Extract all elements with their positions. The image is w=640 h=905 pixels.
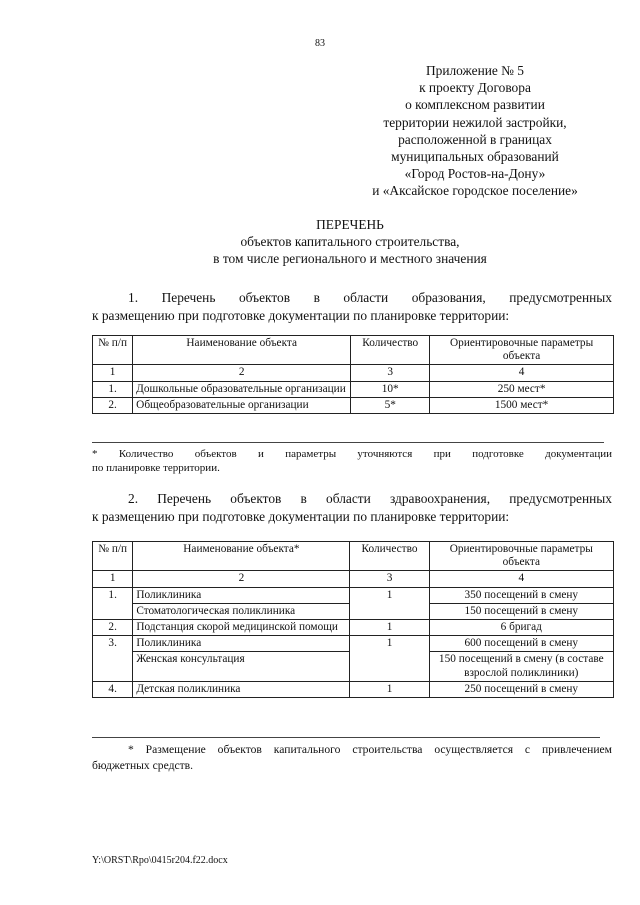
row-quantity: 1 (350, 620, 429, 636)
table-header-row (93, 336, 614, 365)
section1-heading-line1: 1. Перечень объектов в области образования, предусмотренных (128, 290, 612, 305)
table-row (93, 587, 614, 603)
header-cell-name: Наименование объекта* (133, 542, 350, 571)
row-number: 2. (93, 620, 133, 636)
header-cell-number: № п/п (93, 336, 133, 365)
appendix-line: расположенной в границах (398, 131, 552, 147)
section2-footnote (92, 742, 612, 774)
numbering-cell: 3 (350, 571, 429, 587)
appendix-line: Приложение № 5 (425, 63, 525, 78)
table-numbering-row (93, 571, 614, 587)
numbering-cell: 3 (351, 365, 430, 381)
numbering-cell: 1 (93, 571, 133, 587)
footnote-line2: по планировке территории. (92, 461, 220, 474)
section1-heading-line2: к размещению при подготовке документации по планировке территории: (92, 307, 510, 323)
table-row (93, 681, 614, 697)
row-params: 350 посещений в смену (429, 587, 613, 603)
row-number: 2. (93, 397, 133, 413)
section2-heading-line1: 2. Перечень объектов в области здравоохранения, предусмотренных (128, 491, 612, 506)
numbering-cell: 4 (430, 365, 614, 381)
row-name: Дошкольные образовательные организации (133, 381, 351, 397)
section2-heading-line2: к размещению при подготовке документации по планировке территории: (92, 508, 510, 524)
row-number: 4. (93, 681, 133, 697)
row-name: Стоматологическая поликлиника (133, 603, 350, 619)
header-cell-params: Ориентировочные параметры объекта (430, 336, 614, 365)
healthcare-table (92, 541, 614, 698)
row-name: Поликлиника (133, 587, 350, 603)
section1-footnote (92, 448, 612, 475)
row-name: Женская консультация (133, 652, 350, 681)
row-name: Общеобразовательные организации (133, 397, 351, 413)
row-params: 6 бригад (429, 620, 613, 636)
appendix-line: и «Аксайское городское поселение» (372, 183, 578, 199)
footnote-line1: * Размещение объектов капитального строительства осуществляется с привлечением (128, 743, 612, 756)
table-header-row (93, 542, 614, 571)
section1-heading (92, 289, 612, 324)
row-number: 1. (93, 587, 133, 619)
row-params: 150 посещений в смену (429, 603, 613, 619)
header-cell-quantity: Количество (350, 542, 429, 571)
appendix-line: к проекту Договора (419, 80, 531, 96)
title-line: объектов капитального строительства, (240, 234, 460, 250)
table-row (93, 636, 614, 652)
row-params: 250 посещений в смену (429, 681, 613, 697)
row-params: 250 мест* (430, 381, 614, 397)
footnote-line1: * Количество объектов и параметры уточняются при подготовке документации (92, 448, 612, 460)
header-cell-quantity: Количество (351, 336, 430, 365)
row-params: 150 посещений в смену (в составе взрослой поликлиники) (429, 652, 613, 681)
footnote-divider (92, 442, 604, 443)
title-main: ПЕРЕЧЕНЬ (316, 217, 384, 232)
table-row (93, 381, 614, 397)
appendix-header (350, 62, 600, 200)
education-table (92, 335, 614, 414)
row-quantity: 5* (351, 397, 430, 413)
footnote-divider (92, 737, 600, 738)
row-params: 1500 мест* (430, 397, 614, 413)
appendix-line: о комплексном развитии (405, 97, 545, 113)
row-name: Детская поликлиника (133, 681, 350, 697)
table-row (93, 397, 614, 413)
row-quantity: 10* (351, 381, 430, 397)
row-quantity: 1 (350, 587, 429, 619)
row-params: 600 посещений в смену (429, 636, 613, 652)
page-number: 83 (315, 38, 325, 49)
row-number: 1. (93, 381, 133, 397)
document-title (90, 216, 610, 268)
row-number: 3. (93, 636, 133, 682)
section2-heading (92, 490, 612, 525)
numbering-cell: 1 (93, 365, 133, 381)
row-quantity: 1 (350, 636, 429, 682)
appendix-line: муниципальных образований (391, 149, 559, 165)
header-cell-number: № п/п (93, 542, 133, 571)
numbering-cell: 2 (133, 365, 351, 381)
numbering-cell: 2 (133, 571, 350, 587)
footnote-line2: бюджетных средств. (92, 759, 194, 772)
row-quantity: 1 (350, 681, 429, 697)
appendix-line: «Город Ростов-на-Дону» (404, 166, 546, 182)
table-numbering-row (93, 365, 614, 381)
file-path: Y:\ORST\Rpo\0415r204.f22.docx (92, 855, 228, 866)
row-name: Поликлиника (133, 636, 350, 652)
appendix-line: территории нежилой застройки, (383, 114, 567, 130)
numbering-cell: 4 (429, 571, 613, 587)
header-cell-name: Наименование объекта (133, 336, 351, 365)
title-line: в том числе регионального и местного значения (213, 251, 487, 267)
table-row (93, 620, 614, 636)
row-name: Подстанция скорой медицинской помощи (133, 620, 350, 636)
header-cell-params: Ориентировочные параметры объекта (429, 542, 613, 571)
